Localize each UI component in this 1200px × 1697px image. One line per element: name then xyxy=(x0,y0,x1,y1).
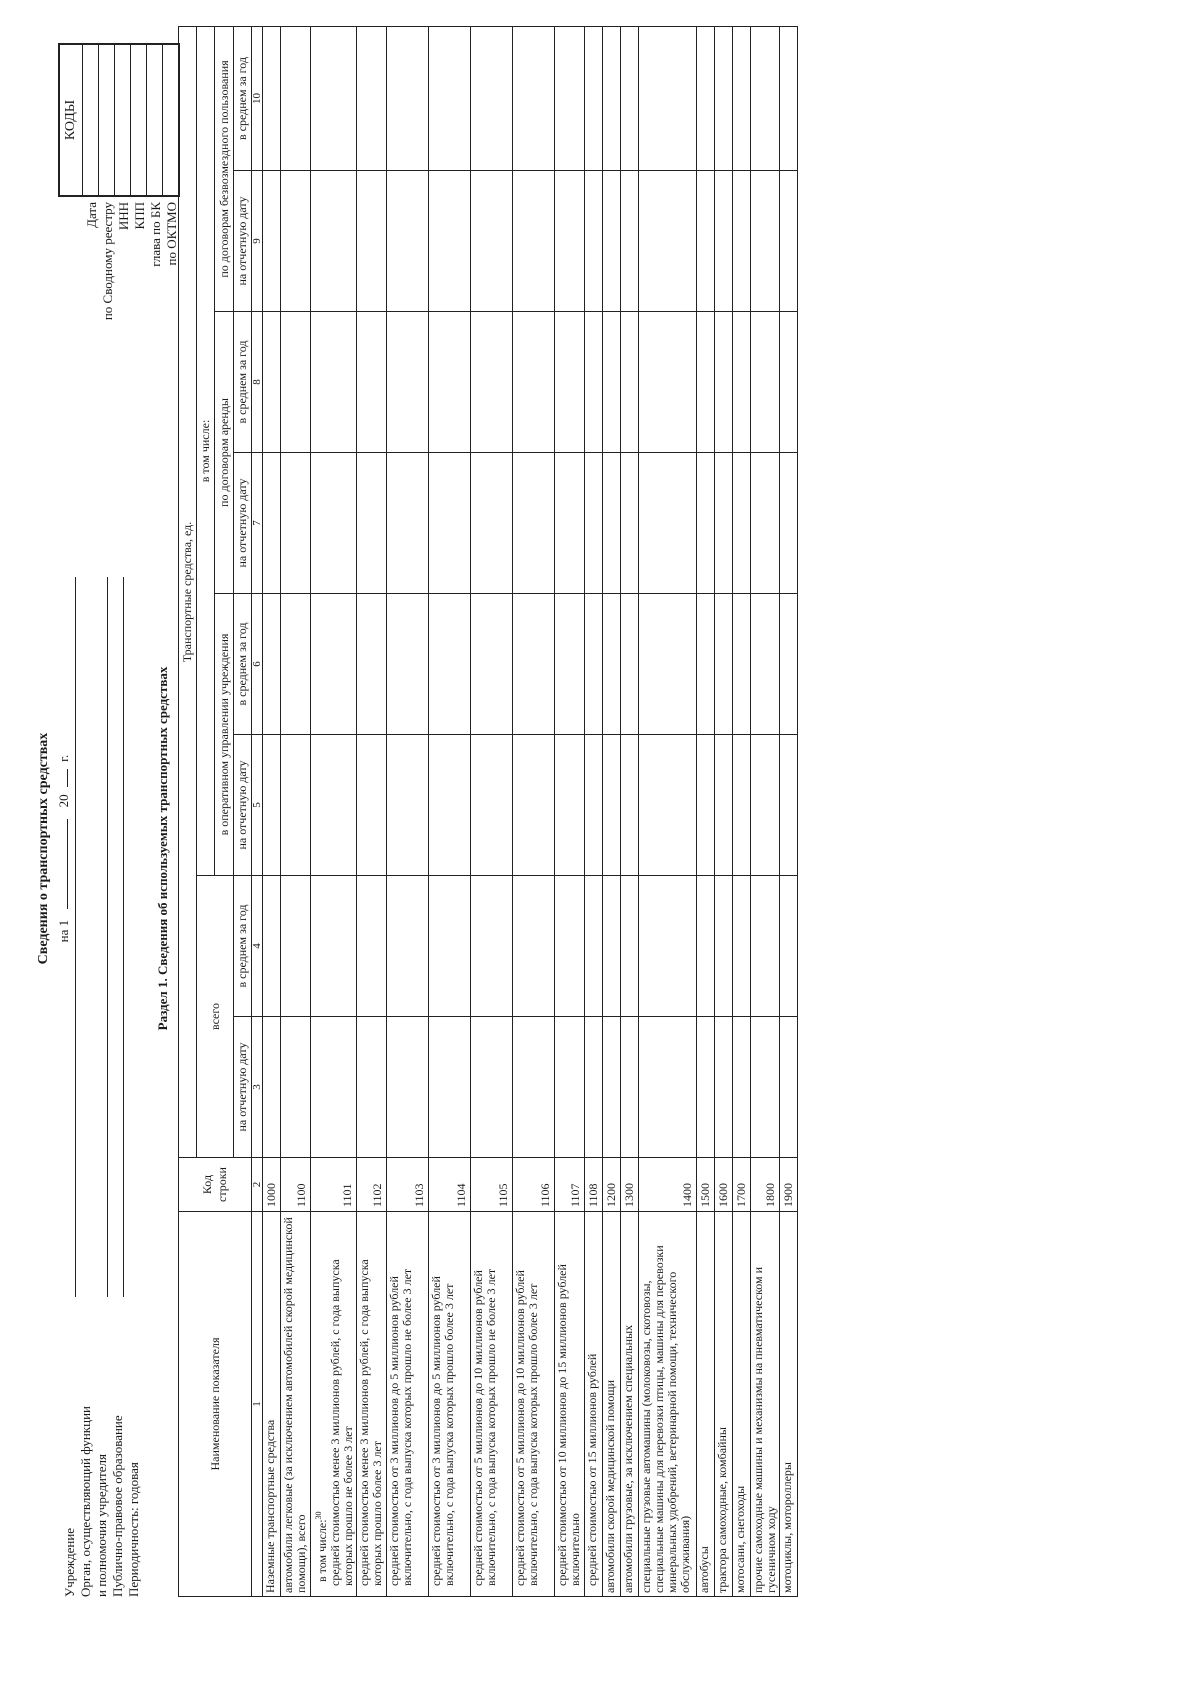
table-row xyxy=(780,26,798,1596)
value-cell[interactable] xyxy=(429,594,471,735)
table-row xyxy=(639,26,697,1596)
value-cell[interactable] xyxy=(555,876,585,1017)
row-code: 1500 xyxy=(697,1158,715,1212)
footnote-mark: 30 xyxy=(314,1511,323,1520)
table-row xyxy=(263,26,281,1596)
value-cell[interactable] xyxy=(751,876,780,1017)
col-number: 7 xyxy=(252,453,263,594)
value-cell[interactable] xyxy=(357,453,387,594)
value-cell[interactable] xyxy=(471,876,513,1017)
value-cell[interactable] xyxy=(311,453,357,594)
value-cell[interactable] xyxy=(780,594,798,735)
value-cell[interactable] xyxy=(621,1017,639,1158)
value-cell[interactable] xyxy=(263,876,281,1017)
col-number: 3 xyxy=(252,1017,263,1158)
value-cell[interactable] xyxy=(697,594,715,735)
table-row xyxy=(555,26,585,1596)
table-row xyxy=(621,26,639,1596)
org-row-authority-2: и полномочия учредителя xyxy=(94,1406,110,1597)
organization-info xyxy=(62,1406,142,1597)
value-cell[interactable] xyxy=(281,312,311,453)
value-cell[interactable] xyxy=(429,312,471,453)
indicator-name xyxy=(715,1212,733,1597)
value-cell[interactable] xyxy=(513,171,555,312)
value-cell[interactable] xyxy=(357,26,387,170)
value-cell[interactable] xyxy=(387,1017,429,1158)
row-code: 1600 xyxy=(715,1158,733,1212)
value-cell[interactable] xyxy=(603,312,621,453)
row-code: 1900 xyxy=(780,1158,798,1212)
col-number: 2 xyxy=(252,1158,263,1212)
value-cell[interactable] xyxy=(585,453,603,594)
value-cell[interactable] xyxy=(513,26,555,170)
row-code: 1100 xyxy=(281,1158,311,1212)
indicator-name xyxy=(281,1212,311,1597)
indicator-name xyxy=(639,1212,697,1597)
value-cell[interactable] xyxy=(311,876,357,1017)
value-cell[interactable] xyxy=(715,876,733,1017)
table-row xyxy=(715,26,733,1596)
table-row xyxy=(281,26,311,1596)
value-cell[interactable] xyxy=(751,26,780,170)
value-cell[interactable] xyxy=(263,171,281,312)
code-cell-kpp[interactable] xyxy=(131,45,147,195)
value-cell[interactable] xyxy=(733,453,751,594)
value-cell[interactable] xyxy=(697,171,715,312)
table-row xyxy=(471,26,513,1596)
value-cell[interactable] xyxy=(621,312,639,453)
org-row-authority: Орган, осуществляющий функции xyxy=(78,1406,93,1597)
value-cell[interactable] xyxy=(429,171,471,312)
indicator-text: мотоциклы, мотороллеры xyxy=(780,1462,794,1593)
indicator-name xyxy=(357,1212,387,1597)
value-cell[interactable] xyxy=(513,876,555,1017)
value-cell[interactable] xyxy=(281,735,311,876)
entity-field[interactable] xyxy=(123,577,124,1297)
value-cell[interactable] xyxy=(471,171,513,312)
col-number: 9 xyxy=(252,171,263,312)
value-cell[interactable] xyxy=(603,171,621,312)
value-cell[interactable] xyxy=(471,453,513,594)
indicator-text: автомобили легковые (за исключением автомобилей скорой медицинской помощи), всего xyxy=(281,1217,308,1593)
header-free-avg: в среднем за год xyxy=(234,26,252,170)
value-cell[interactable] xyxy=(585,1017,603,1158)
value-cell[interactable] xyxy=(263,312,281,453)
value-cell[interactable] xyxy=(387,26,429,170)
value-cell[interactable] xyxy=(621,171,639,312)
code-cell-inn[interactable] xyxy=(115,45,131,195)
header-free-date: на отчетную дату xyxy=(234,171,252,312)
indicator-text: трактора самоходные, комбайны xyxy=(715,1427,729,1593)
value-cell[interactable] xyxy=(603,1017,621,1158)
indicator-name xyxy=(780,1212,798,1597)
value-cell[interactable] xyxy=(429,876,471,1017)
value-cell[interactable] xyxy=(639,453,697,594)
value-cell[interactable] xyxy=(733,594,751,735)
value-cell[interactable] xyxy=(281,171,311,312)
value-cell[interactable] xyxy=(780,453,798,594)
section-title: Раздел 1. Сведения об используемых транспортных средствах xyxy=(155,666,170,1031)
value-cell[interactable] xyxy=(733,876,751,1017)
indicator-text: средней стоимостью от 5 миллионов до 10 миллионов рублей включительно, с года выпуска которых прошло не более 3 лет xyxy=(471,1268,498,1586)
year-blank[interactable] xyxy=(67,769,68,787)
row-code: 1400 xyxy=(639,1158,697,1212)
value-cell[interactable] xyxy=(639,312,697,453)
value-cell[interactable] xyxy=(263,453,281,594)
value-cell[interactable] xyxy=(780,1017,798,1158)
indicator-text: средней стоимостью от 5 миллионов до 10 миллионов рублей включительно, с года выпуска которых прошло более 3 лет xyxy=(513,1270,540,1586)
header-including: в том числе: xyxy=(197,26,215,875)
value-cell[interactable] xyxy=(513,1017,555,1158)
code-cell-registry[interactable] xyxy=(99,45,115,195)
table-row xyxy=(585,26,603,1596)
org-row-entity: Публично-правовое образование xyxy=(110,1406,126,1597)
value-cell[interactable] xyxy=(697,1017,715,1158)
col-number: 8 xyxy=(252,312,263,453)
value-cell[interactable] xyxy=(715,453,733,594)
value-cell[interactable] xyxy=(697,876,715,1017)
col-number: 10 xyxy=(252,26,263,170)
indicator-text: средней стоимостью от 15 миллионов рублей xyxy=(585,1353,599,1586)
value-cell[interactable] xyxy=(780,876,798,1017)
value-cell[interactable] xyxy=(311,312,357,453)
indicator-name xyxy=(585,1212,603,1597)
value-cell[interactable] xyxy=(357,312,387,453)
value-cell[interactable] xyxy=(621,594,639,735)
indicator-name xyxy=(603,1212,621,1597)
indicator-name xyxy=(263,1212,281,1597)
value-cell[interactable] xyxy=(263,594,281,735)
row-code: 1700 xyxy=(733,1158,751,1212)
value-cell[interactable] xyxy=(621,876,639,1017)
header-rent: по договорам аренды xyxy=(215,312,234,594)
authority-field[interactable] xyxy=(107,577,108,1297)
value-cell[interactable] xyxy=(555,171,585,312)
value-cell[interactable] xyxy=(603,594,621,735)
value-cell[interactable] xyxy=(639,594,697,735)
value-cell[interactable] xyxy=(357,1017,387,1158)
value-cell[interactable] xyxy=(555,312,585,453)
header-oper-avg: в среднем за год xyxy=(234,594,252,735)
table-body xyxy=(263,26,798,1596)
value-cell[interactable] xyxy=(311,26,357,170)
table-row xyxy=(733,26,751,1596)
indicator-text: средней стоимостью от 3 миллионов до 5 миллионов рублей включительно, с года выпуска которых прошло не более 3 лет xyxy=(387,1268,414,1586)
value-cell[interactable] xyxy=(780,171,798,312)
row-code: 1200 xyxy=(603,1158,621,1212)
document-title: Сведения о транспортных средствах xyxy=(36,732,51,965)
row-code: 1300 xyxy=(621,1158,639,1212)
indicator-prefix: в том числе:$^{30}$ xyxy=(314,1511,329,1582)
value-cell[interactable] xyxy=(555,735,585,876)
value-cell[interactable] xyxy=(715,312,733,453)
value-cell[interactable] xyxy=(471,594,513,735)
value-cell[interactable] xyxy=(585,171,603,312)
header-rent-avg: в среднем за год xyxy=(234,312,252,453)
value-cell[interactable] xyxy=(513,312,555,453)
row-code: 1101 xyxy=(311,1158,357,1212)
indicator-text: мотосани, снегоходы xyxy=(733,1485,747,1593)
header-total-avg: в среднем за год xyxy=(234,876,252,1017)
col-number: 1 xyxy=(252,1212,263,1597)
value-cell[interactable] xyxy=(639,1017,697,1158)
value-cell[interactable] xyxy=(780,735,798,876)
value-cell[interactable] xyxy=(751,453,780,594)
column-numbers-row xyxy=(252,26,263,1596)
indicator-name xyxy=(513,1212,555,1597)
header-free-use: по договорам безвозмездного пользования xyxy=(215,26,234,311)
value-cell[interactable] xyxy=(780,26,798,170)
year-prefix: 20 xyxy=(56,794,71,808)
value-cell[interactable] xyxy=(281,876,311,1017)
value-cell[interactable] xyxy=(621,26,639,170)
table-row xyxy=(751,26,780,1596)
value-cell[interactable] xyxy=(697,26,715,170)
year-suffix: г. xyxy=(56,754,71,762)
value-cell[interactable] xyxy=(603,26,621,170)
value-cell[interactable] xyxy=(733,1017,751,1158)
value-cell[interactable] xyxy=(585,876,603,1017)
value-cell[interactable] xyxy=(387,594,429,735)
institution-field[interactable] xyxy=(75,577,76,1297)
row-code: 1000 xyxy=(263,1158,281,1212)
value-cell[interactable] xyxy=(311,594,357,735)
value-cell[interactable] xyxy=(357,594,387,735)
value-cell[interactable] xyxy=(603,876,621,1017)
codes-title: КОДЫ xyxy=(60,45,83,195)
table-row xyxy=(311,26,357,1596)
header-oper-date: на отчетную дату xyxy=(234,735,252,876)
value-cell[interactable] xyxy=(639,26,697,170)
value-cell[interactable] xyxy=(733,26,751,170)
value-cell[interactable] xyxy=(585,312,603,453)
value-cell[interactable] xyxy=(311,735,357,876)
value-cell[interactable] xyxy=(429,1017,471,1158)
value-cell[interactable] xyxy=(513,735,555,876)
value-cell[interactable] xyxy=(471,26,513,170)
value-cell[interactable] xyxy=(751,735,780,876)
indicator-name xyxy=(429,1212,471,1597)
transport-table xyxy=(178,26,798,1597)
value-cell[interactable] xyxy=(471,735,513,876)
row-code: 1800 xyxy=(751,1158,780,1212)
value-cell[interactable] xyxy=(751,594,780,735)
value-cell[interactable] xyxy=(429,26,471,170)
table-row xyxy=(513,26,555,1596)
indicator-name xyxy=(387,1212,429,1597)
value-cell[interactable] xyxy=(585,735,603,876)
value-cell[interactable] xyxy=(387,453,429,594)
value-cell[interactable] xyxy=(429,735,471,876)
table-row xyxy=(357,26,387,1596)
value-cell[interactable] xyxy=(751,171,780,312)
indicator-text: автобусы xyxy=(697,1546,711,1593)
indicator-text: автомобили скорой медицинской помощи xyxy=(603,1379,617,1593)
indicator-name xyxy=(733,1212,751,1597)
value-cell[interactable] xyxy=(311,171,357,312)
col-number: 6 xyxy=(252,594,263,735)
header-transport-group: Транспортные средства, ед. xyxy=(179,26,197,1157)
indicator-name xyxy=(311,1212,357,1597)
header-operational: в оперативном управлении учреждения xyxy=(215,594,234,876)
value-cell[interactable] xyxy=(733,735,751,876)
value-cell[interactable] xyxy=(263,26,281,170)
value-cell[interactable] xyxy=(311,1017,357,1158)
value-cell[interactable] xyxy=(715,26,733,170)
value-cell[interactable] xyxy=(639,876,697,1017)
indicator-text: специальные грузовые автомашины (молоковозы, скотовозы, специальные машины для перевозки птицы, машины для перевозки минеральных удобрений, ветеринарной помощи, технического обслуживания) xyxy=(639,1245,692,1593)
org-row-institution: Учреждение xyxy=(62,1406,78,1597)
row-code: 1104 xyxy=(429,1158,471,1212)
row-code: 1106 xyxy=(513,1158,555,1212)
header-total: всего xyxy=(197,876,234,1158)
value-cell[interactable] xyxy=(751,312,780,453)
row-code: 1107 xyxy=(555,1158,585,1212)
value-cell[interactable] xyxy=(715,594,733,735)
value-cell[interactable] xyxy=(555,594,585,735)
table-row xyxy=(603,26,621,1596)
value-cell[interactable] xyxy=(281,26,311,170)
code-cell-date[interactable] xyxy=(83,45,99,195)
value-cell[interactable] xyxy=(387,312,429,453)
value-cell[interactable] xyxy=(697,312,715,453)
value-cell[interactable] xyxy=(387,171,429,312)
value-cell[interactable] xyxy=(585,26,603,170)
indicator-name xyxy=(471,1212,513,1597)
date-prefix: на 1 xyxy=(56,919,71,943)
header-indicator-name: Наименование показателя xyxy=(179,1212,252,1597)
value-cell[interactable] xyxy=(715,1017,733,1158)
value-cell[interactable] xyxy=(585,594,603,735)
value-cell[interactable] xyxy=(513,453,555,594)
value-cell[interactable] xyxy=(471,1017,513,1158)
indicator-text: прочие самоходные машины и механизмы на пневматическом и гусеничном ходу xyxy=(751,1266,778,1593)
value-cell[interactable] xyxy=(429,453,471,594)
value-cell[interactable] xyxy=(357,171,387,312)
value-cell[interactable] xyxy=(697,735,715,876)
value-cell[interactable] xyxy=(357,735,387,876)
indicator-text: средней стоимостью менее 3 миллионов рублей, с года выпуска которых прошло более 3 лет xyxy=(357,1259,384,1586)
row-code: 1103 xyxy=(387,1158,429,1212)
header-total-date: на отчетную дату xyxy=(234,1017,252,1158)
indicator-text: средней стоимостью от 3 миллионов до 5 миллионов рублей включительно, с года выпуска которых прошло более 3 лет xyxy=(429,1276,456,1586)
table-row xyxy=(697,26,715,1596)
date-blank[interactable] xyxy=(67,819,68,909)
value-cell[interactable] xyxy=(733,171,751,312)
value-cell[interactable] xyxy=(281,1017,311,1158)
value-cell[interactable] xyxy=(471,312,513,453)
value-cell[interactable] xyxy=(697,453,715,594)
value-cell[interactable] xyxy=(281,453,311,594)
row-code: 1108 xyxy=(585,1158,603,1212)
value-cell[interactable] xyxy=(715,171,733,312)
indicator-text: автомобили грузовые, за исключением специальных xyxy=(621,1324,635,1593)
col-number: 4 xyxy=(252,876,263,1017)
value-cell[interactable] xyxy=(387,735,429,876)
value-cell[interactable] xyxy=(715,735,733,876)
value-cell[interactable] xyxy=(387,876,429,1017)
col-number: 5 xyxy=(252,735,263,876)
indicator-text: средней стоимостью менее 3 миллионов рублей, с года выпуска которых прошло не более 3 лет xyxy=(328,1259,355,1586)
header-row-code: Код строки xyxy=(179,1158,252,1212)
table-row xyxy=(429,26,471,1596)
value-cell[interactable] xyxy=(263,1017,281,1158)
value-cell[interactable] xyxy=(555,26,585,170)
indicator-text: Наземные транспортные средства xyxy=(263,1419,277,1593)
value-cell[interactable] xyxy=(639,735,697,876)
value-cell[interactable] xyxy=(263,735,281,876)
value-cell[interactable] xyxy=(639,171,697,312)
org-row-periodicity: Периодичность: годовая xyxy=(126,1462,141,1597)
row-code: 1102 xyxy=(357,1158,387,1212)
indicator-name xyxy=(621,1212,639,1597)
value-cell[interactable] xyxy=(281,594,311,735)
value-cell[interactable] xyxy=(621,735,639,876)
value-cell[interactable] xyxy=(513,594,555,735)
value-cell[interactable] xyxy=(603,453,621,594)
value-cell[interactable] xyxy=(603,735,621,876)
indicator-name xyxy=(697,1212,715,1597)
value-cell[interactable] xyxy=(357,876,387,1017)
value-cell[interactable] xyxy=(621,453,639,594)
value-cell[interactable] xyxy=(733,312,751,453)
indicator-name xyxy=(555,1212,585,1597)
table-row xyxy=(387,26,429,1596)
value-cell[interactable] xyxy=(555,453,585,594)
indicator-text: средней стоимостью от 10 миллионов до 15 миллионов рублей включительно xyxy=(555,1264,582,1586)
header-rent-date: на отчетную дату xyxy=(234,453,252,594)
value-cell[interactable] xyxy=(751,1017,780,1158)
codes-labels: Дата по Сводному реестру ИНН КПП глава по БК по ОКТМО xyxy=(84,202,179,321)
row-code: 1105 xyxy=(471,1158,513,1212)
indicator-name xyxy=(751,1212,780,1597)
value-cell[interactable] xyxy=(555,1017,585,1158)
value-cell[interactable] xyxy=(780,312,798,453)
